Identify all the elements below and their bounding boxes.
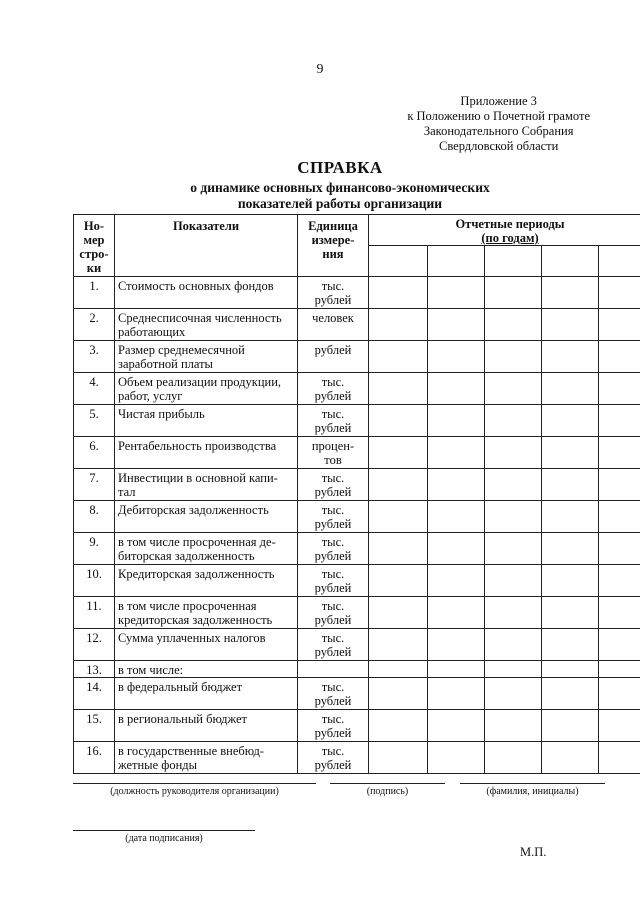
unit-line: процен- xyxy=(311,439,355,453)
period-value-cell[interactable] xyxy=(542,309,599,341)
period-value-cell[interactable] xyxy=(485,661,542,678)
period-value-cell[interactable] xyxy=(428,629,485,661)
header-periods: Отчетные периоды (по годам) xyxy=(369,215,640,246)
row-number: 15. xyxy=(74,710,115,742)
appendix-line: Законодательного Собрания xyxy=(423,124,574,138)
date-caption: (дата подписания) xyxy=(125,833,203,844)
indicator-line: Сумма уплаченных налогов xyxy=(118,631,266,645)
unit-line: тыс. xyxy=(321,535,345,549)
row-number: 7. xyxy=(74,469,115,501)
period-column xyxy=(599,246,640,277)
period-value-cell[interactable] xyxy=(369,501,428,533)
period-value-cell[interactable] xyxy=(485,710,542,742)
indicator-line: Чистая прибыль xyxy=(118,407,205,421)
period-value-cell[interactable] xyxy=(542,742,599,774)
document-title: СПРАВКА xyxy=(297,158,383,177)
period-value-cell[interactable] xyxy=(542,629,599,661)
period-value-cell[interactable] xyxy=(369,597,428,629)
table-row xyxy=(74,661,640,678)
unit-line: рублей xyxy=(314,694,352,708)
period-value-cell[interactable] xyxy=(428,277,485,309)
row-number: 4. xyxy=(74,373,115,405)
period-value-cell[interactable] xyxy=(599,437,640,469)
unit-line: тыс. xyxy=(321,279,345,293)
row-indicator xyxy=(115,501,298,533)
row-indicator xyxy=(115,309,298,341)
period-value-cell[interactable] xyxy=(369,437,428,469)
table-row xyxy=(74,533,640,565)
period-value-cell[interactable] xyxy=(369,742,428,774)
unit-line: тыс. xyxy=(321,567,345,581)
row-unit xyxy=(298,629,369,661)
unit-line: рублей xyxy=(314,645,352,659)
period-value-cell[interactable] xyxy=(485,405,542,437)
indicator-line: биторская задолженность xyxy=(118,549,255,563)
table-row xyxy=(74,501,640,533)
period-value-cell[interactable] xyxy=(428,469,485,501)
row-unit xyxy=(298,437,369,469)
subtitle-line: о динамике основных финансово-экономических xyxy=(190,180,490,195)
period-value-cell[interactable] xyxy=(428,373,485,405)
period-value-cell[interactable] xyxy=(599,501,640,533)
period-value-cell[interactable] xyxy=(542,469,599,501)
table-row xyxy=(74,565,640,597)
indicator-line: Стоимость основных фондов xyxy=(118,279,274,293)
period-value-cell[interactable] xyxy=(428,405,485,437)
row-number: 6. xyxy=(74,437,115,469)
period-value-cell[interactable] xyxy=(428,710,485,742)
table-row xyxy=(74,469,640,501)
appendix-line: Приложение 3 xyxy=(460,94,537,108)
row-indicator xyxy=(115,629,298,661)
row-unit xyxy=(298,405,369,437)
period-value-cell[interactable] xyxy=(485,341,542,373)
period-value-cell[interactable] xyxy=(369,469,428,501)
period-value-cell[interactable] xyxy=(369,565,428,597)
table-row xyxy=(74,742,640,774)
unit-line: рублей xyxy=(314,517,352,531)
row-number: 1. xyxy=(74,277,115,309)
position-signature-line xyxy=(73,783,316,784)
period-value-cell[interactable] xyxy=(428,565,485,597)
unit-line: тыс. xyxy=(321,599,345,613)
indicator-line: тал xyxy=(118,485,136,499)
subtitle-line: показателей работы организации xyxy=(237,196,443,211)
appendix-line: Свердловской области xyxy=(439,139,559,153)
period-value-cell[interactable] xyxy=(542,405,599,437)
period-column xyxy=(369,246,428,277)
period-value-cell[interactable] xyxy=(485,533,542,565)
period-column xyxy=(542,246,599,277)
period-value-cell[interactable] xyxy=(369,533,428,565)
period-value-cell[interactable] xyxy=(542,533,599,565)
table-row xyxy=(74,405,640,437)
table-header-row xyxy=(74,215,640,246)
unit-line: рублей xyxy=(314,758,352,772)
row-indicator xyxy=(115,277,298,309)
indicator-line: Кредиторская задолженность xyxy=(118,567,275,581)
row-unit xyxy=(298,742,369,774)
unit-line: рублей xyxy=(314,421,352,435)
row-number: 10. xyxy=(74,565,115,597)
position-caption: (должность руководителя организации) xyxy=(110,786,279,797)
row-number: 12. xyxy=(74,629,115,661)
table-row xyxy=(74,341,640,373)
period-value-cell[interactable] xyxy=(542,277,599,309)
period-value-cell[interactable] xyxy=(542,565,599,597)
table-row xyxy=(74,437,640,469)
period-value-cell[interactable] xyxy=(542,597,599,629)
appendix-block xyxy=(407,94,590,154)
period-value-cell[interactable] xyxy=(485,437,542,469)
period-value-cell[interactable] xyxy=(485,565,542,597)
period-value-cell[interactable] xyxy=(369,629,428,661)
period-value-cell[interactable] xyxy=(485,678,542,710)
row-number: 8. xyxy=(74,501,115,533)
indicator-line: в том числе просроченная xyxy=(118,599,257,613)
unit-line: рублей xyxy=(314,726,352,740)
period-value-cell[interactable] xyxy=(428,501,485,533)
period-value-cell[interactable] xyxy=(599,678,640,710)
unit-line: рублей xyxy=(314,613,352,627)
row-number: 5. xyxy=(74,405,115,437)
unit-line: рублей xyxy=(314,389,352,403)
period-value-cell[interactable] xyxy=(485,309,542,341)
unit-line: тыс. xyxy=(321,407,345,421)
period-value-cell[interactable] xyxy=(599,597,640,629)
indicator-line: заработной платы xyxy=(118,357,213,371)
row-unit xyxy=(298,309,369,341)
row-indicator xyxy=(115,437,298,469)
signature-caption: (подпись) xyxy=(366,786,409,797)
row-number: 9. xyxy=(74,533,115,565)
table-row xyxy=(74,629,640,661)
period-value-cell[interactable] xyxy=(542,373,599,405)
row-unit xyxy=(298,533,369,565)
row-indicator xyxy=(115,742,298,774)
period-value-cell[interactable] xyxy=(428,742,485,774)
period-value-cell[interactable] xyxy=(428,597,485,629)
table-row xyxy=(74,597,640,629)
row-indicator xyxy=(115,597,298,629)
row-unit xyxy=(298,678,369,710)
unit-line: рублей xyxy=(314,293,352,307)
unit-line: тыс. xyxy=(321,375,345,389)
period-value-cell[interactable] xyxy=(428,341,485,373)
indicator-line: работ, услуг xyxy=(118,389,183,403)
indicator-line: жетные фонды xyxy=(118,758,198,772)
period-value-cell[interactable] xyxy=(599,710,640,742)
unit-line: человек xyxy=(312,311,354,325)
table-row xyxy=(74,277,640,309)
row-indicator xyxy=(115,341,298,373)
period-value-cell[interactable] xyxy=(485,629,542,661)
period-value-cell[interactable] xyxy=(599,309,640,341)
period-value-cell[interactable] xyxy=(369,373,428,405)
row-unit xyxy=(298,277,369,309)
period-value-cell[interactable] xyxy=(599,277,640,309)
period-value-cell[interactable] xyxy=(599,661,640,678)
row-unit xyxy=(298,710,369,742)
row-indicator xyxy=(115,678,298,710)
indicator-line: в том числе: xyxy=(118,663,184,677)
row-unit xyxy=(298,501,369,533)
unit-line: тыс. xyxy=(321,712,345,726)
row-unit xyxy=(298,373,369,405)
period-value-cell[interactable] xyxy=(542,661,599,678)
period-value-cell[interactable] xyxy=(599,405,640,437)
indicator-line: в государственные внебюд- xyxy=(118,744,264,758)
period-column xyxy=(428,246,485,277)
name-caption: (фамилия, инициалы) xyxy=(486,786,579,797)
period-value-cell[interactable] xyxy=(599,533,640,565)
row-unit xyxy=(298,597,369,629)
unit-line: тыс. xyxy=(321,471,345,485)
period-value-cell[interactable] xyxy=(599,742,640,774)
row-unit xyxy=(298,661,369,678)
period-value-cell[interactable] xyxy=(599,373,640,405)
period-value-cell[interactable] xyxy=(485,597,542,629)
period-value-cell[interactable] xyxy=(485,277,542,309)
row-indicator xyxy=(115,661,298,678)
unit-line: рублей xyxy=(314,343,352,357)
row-unit xyxy=(298,469,369,501)
page-number: 9 xyxy=(316,62,324,77)
period-value-cell[interactable] xyxy=(542,710,599,742)
unit-line: рублей xyxy=(314,549,352,563)
period-value-cell[interactable] xyxy=(369,678,428,710)
header-unit: Единица измере- ния xyxy=(298,215,369,277)
period-value-cell[interactable] xyxy=(428,309,485,341)
period-value-cell[interactable] xyxy=(428,533,485,565)
unit-line: тыс. xyxy=(321,680,345,694)
indicator-line: Инвестиции в основной капи- xyxy=(118,471,278,485)
indicators-table xyxy=(73,214,640,774)
indicator-line: работающих xyxy=(118,325,186,339)
row-indicator xyxy=(115,710,298,742)
unit-line: рублей xyxy=(314,485,352,499)
header-row-number: Но- мер стро- ки xyxy=(74,215,115,277)
period-value-cell[interactable] xyxy=(599,341,640,373)
indicator-line: Дебиторская задолженность xyxy=(118,503,269,517)
period-value-cell[interactable] xyxy=(542,678,599,710)
period-value-cell[interactable] xyxy=(542,437,599,469)
unit-line: рублей xyxy=(314,581,352,595)
name-signature-line xyxy=(460,783,605,784)
row-indicator xyxy=(115,469,298,501)
row-indicator xyxy=(115,373,298,405)
appendix-line: к Положению о Почетной грамоте xyxy=(407,109,590,123)
period-value-cell[interactable] xyxy=(369,277,428,309)
row-number: 14. xyxy=(74,678,115,710)
table-row xyxy=(74,678,640,710)
indicator-line: Объем реализации продукции, xyxy=(118,375,282,389)
period-value-cell[interactable] xyxy=(599,629,640,661)
row-indicator xyxy=(115,565,298,597)
unit-line: тов xyxy=(324,453,342,467)
unit-line: тыс. xyxy=(321,744,345,758)
period-value-cell[interactable] xyxy=(428,661,485,678)
row-number: 2. xyxy=(74,309,115,341)
row-number: 11. xyxy=(74,597,115,629)
row-indicator xyxy=(115,533,298,565)
table-row xyxy=(74,710,640,742)
period-value-cell[interactable] xyxy=(485,742,542,774)
signature-line xyxy=(330,783,445,784)
period-value-cell[interactable] xyxy=(485,373,542,405)
period-value-cell[interactable] xyxy=(542,501,599,533)
stamp-place: М.П. xyxy=(520,845,547,859)
period-value-cell[interactable] xyxy=(369,341,428,373)
indicator-line: в том числе просроченная де- xyxy=(118,535,276,549)
header-indicators: Показатели xyxy=(115,215,298,277)
table-row xyxy=(74,373,640,405)
row-number: 3. xyxy=(74,341,115,373)
period-value-cell[interactable] xyxy=(369,405,428,437)
period-value-cell[interactable] xyxy=(599,469,640,501)
period-value-cell[interactable] xyxy=(542,341,599,373)
period-value-cell[interactable] xyxy=(428,437,485,469)
table-row xyxy=(74,309,640,341)
period-value-cell[interactable] xyxy=(485,469,542,501)
unit-line: тыс. xyxy=(321,503,345,517)
row-unit xyxy=(298,565,369,597)
row-number: 16. xyxy=(74,742,115,774)
date-signature-line xyxy=(73,830,255,831)
period-column xyxy=(485,246,542,277)
row-number: 13. xyxy=(74,661,115,678)
indicator-line: Среднесписочная численность xyxy=(118,311,282,325)
period-value-cell[interactable] xyxy=(485,501,542,533)
indicator-line: в федеральный бюджет xyxy=(118,680,243,694)
period-value-cell[interactable] xyxy=(599,565,640,597)
indicator-line: кредиторская задолженность xyxy=(118,613,273,627)
period-value-cell[interactable] xyxy=(369,309,428,341)
period-value-cell[interactable] xyxy=(428,678,485,710)
row-indicator xyxy=(115,405,298,437)
indicator-line: Размер среднемесячной xyxy=(118,343,245,357)
period-value-cell[interactable] xyxy=(369,661,428,678)
indicator-line: Рентабельность производства xyxy=(118,439,277,453)
row-unit xyxy=(298,341,369,373)
document-subtitle xyxy=(0,180,640,212)
indicator-line: в региональный бюджет xyxy=(118,712,247,726)
period-value-cell[interactable] xyxy=(369,710,428,742)
unit-line: тыс. xyxy=(321,631,345,645)
